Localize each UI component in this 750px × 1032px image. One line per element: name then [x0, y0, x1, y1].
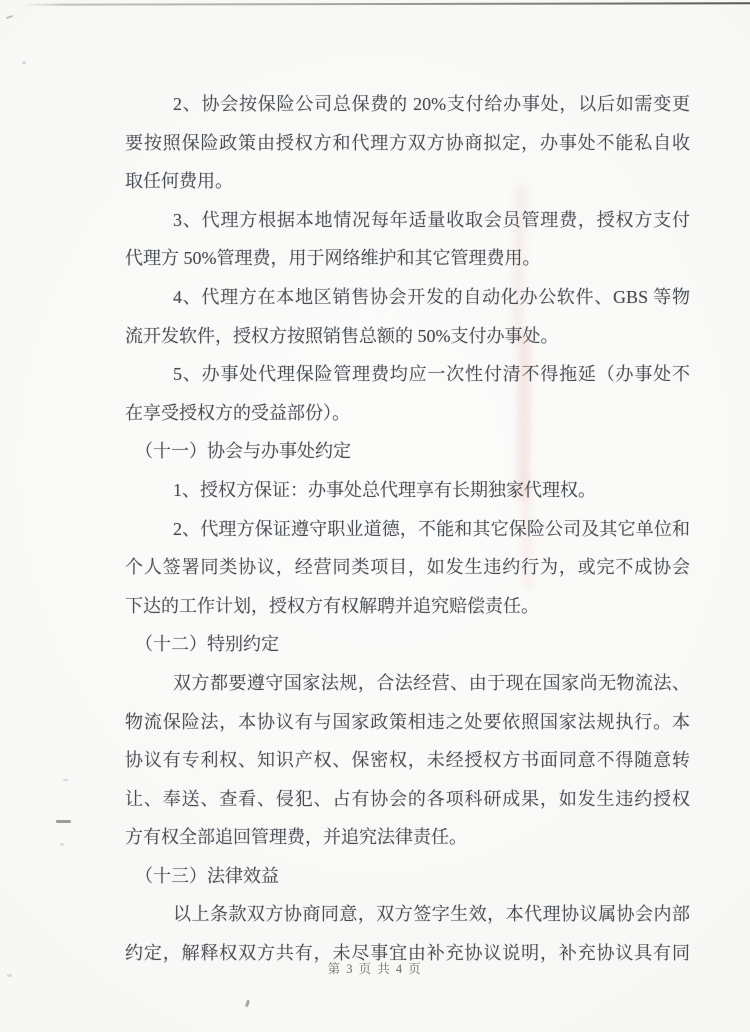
page-footer: 第 3 页 共 4 页 — [327, 962, 423, 976]
scan-speck — [22, 61, 26, 64]
scan-edge-artifact — [22, 2, 750, 6]
text-line: 5、办事处代理保险管理费均应一次性付清不得拖延（办事处不 — [173, 364, 690, 385]
text-line: 要按照保险政策由授权方和代理方双方协商拟定，办事处不能私自收 — [125, 132, 690, 153]
text-line: 让、奉送、查看、侵犯、占有协会的各项科研成果，如发生违约授权 — [125, 788, 690, 809]
text-line: 个人签署同类协议，经营同类项目，如发生违约行为，或完不成协会 — [125, 557, 690, 578]
text-line: 代理方 50%管理费，用于网络维护和其它管理费用。 — [125, 248, 541, 269]
text-line: 1、授权方保证：办事处总代理享有长期独家代理权。 — [173, 479, 596, 500]
text-line: 双方都要遵守国家法规，合法经营、由于现在国家尚无物流法、 — [173, 672, 690, 693]
contract-text-block — [125, 85, 690, 973]
text-line: 以上条款双方协商同意，双方签字生效，本代理协议属协会内部 — [173, 904, 690, 925]
text-line: 2、协会按保险公司总保费的 20%支付给办事处，以后如需变更 — [173, 94, 690, 114]
text-line: 2、代理方保证遵守职业道德，不能和其它保险公司及其它单位和 — [173, 518, 690, 539]
scan-speck — [63, 779, 68, 781]
text-line: （十一）协会与办事处约定 — [135, 441, 351, 462]
text-line: 取任何费用。 — [125, 171, 233, 192]
scan-speck — [6, 15, 13, 19]
text-line: 4、代理方在本地区销售协会开发的自动化办公软件、GBS 等物 — [173, 286, 690, 307]
text-line: 协议有专利权、知识产权、保密权，未经授权方书面同意不得随意转 — [125, 750, 690, 771]
text-line: 物流保险法，本协议有与国家政策相违之处要依照国家法规执行。本 — [125, 711, 690, 732]
text-line: 方有权全部追回管理费，并追究法律责任。 — [125, 827, 467, 848]
text-line: 下达的工作计划，授权方有权解聘并追究赔偿责任。 — [125, 595, 539, 616]
text-line: 在享受授权方的受益部份）。 — [125, 402, 350, 423]
text-line: 流开发软件，授权方按照销售总额的 50%支付办事处。 — [125, 325, 559, 346]
scan-speck — [56, 820, 71, 823]
text-line: （十二）特别约定 — [135, 634, 279, 655]
text-line: 3、代理方根据本地情况每年适量收取会员管理费，授权方支付 — [173, 209, 690, 230]
text-line: 约定，解释权双方共有，未尽事宜由补充协议说明，补充协议具有同 — [125, 943, 690, 964]
text-line: （十三）法律效益 — [135, 865, 279, 886]
scan-speck — [245, 1000, 250, 1008]
scan-speck — [60, 843, 64, 846]
